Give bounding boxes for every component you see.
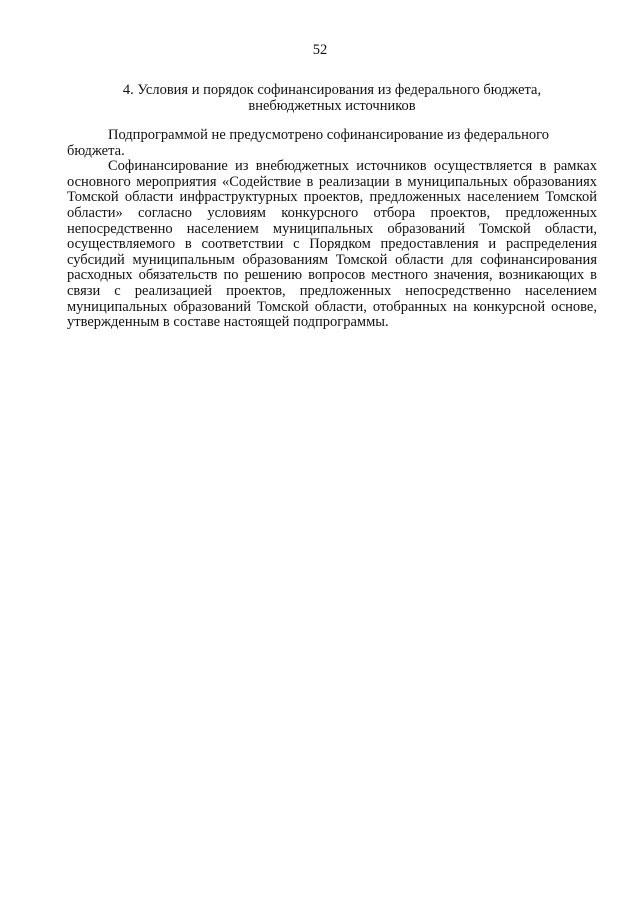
page-number: 52 (312, 42, 328, 58)
section-heading-line-2: внебюджетных источников (248, 98, 416, 114)
section-heading-line-1: 4. Условия и порядок софинансирования из федерального бюджета, (122, 82, 542, 98)
paragraph-extrabudgetary-sources: Софинансирование из внебюджетных источников осуществляется в рамках основного мероприятия «Содействие в реализации в муниципальных образованиях Томской области инфраструктурных проектов, предложенных населением Томской области» согласно условиям конкурсного отбора проектов, предложенных непосредственно населением муниципальных образований Томской области, осуществляемого в соответствии с Порядком предоставления и распределения субсидий муниципальным образованиям Томской области для софинансирования расходных обязательств по решению вопросов местного значения, возникающих в связи с реализацией проектов, предложенных непосредственно населением муниципальных образований Томской области, отобранных на конкурсной основе, утвержденным в составе настоящей подпрограммы. (67, 158, 597, 331)
section-heading (67, 82, 597, 114)
paragraph-federal-budget: Подпрограммой не предусмотрено софинансирование из федерального бюджета. (67, 127, 550, 159)
body-text (67, 128, 597, 331)
